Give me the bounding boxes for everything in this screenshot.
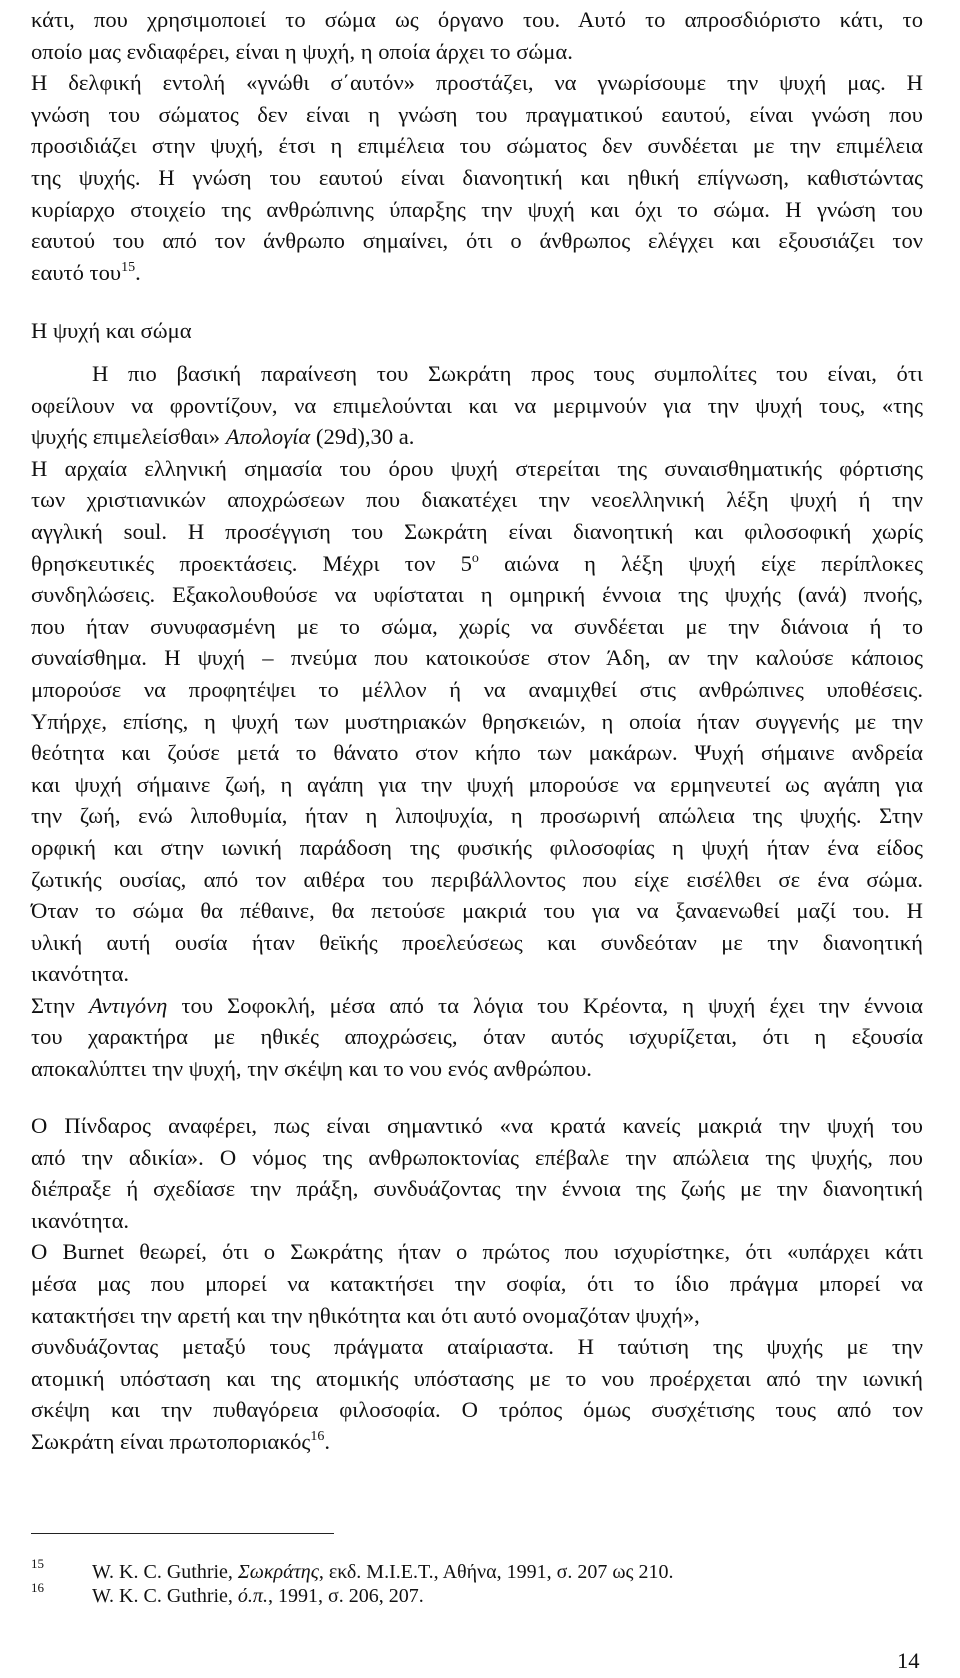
text-line: εαυτού του από τον άνθρωπο σημαίνει, ότι ο άνθρωπος ελέγχει και εξουσιάζει τον <box>31 228 923 254</box>
text-line: σκέψη και την πυθαγόρεια φιλοσοφία. Ο τρόπος όμως συσχέτισης τους από τον <box>31 1397 923 1423</box>
text-line: την ζωή, ενώ λιποθυμία, ήταν η λιποψυχία, η προσωρινή απώλεια της ψυχής. Στην <box>31 803 923 829</box>
text-line: υλική αυτή ουσία ήταν θεϊκής προελεύσεως και συνδεόταν με την διανοητική <box>31 929 923 955</box>
text-line: Υπήρχε, επίσης, η ψυχή των μυστηριακών θρησκειών, η οποία ήταν συγγενής με την <box>31 708 923 734</box>
text-line: συνδηλώσεις. Εξακολουθούσε να υφίσταται η ομηρική έννοια της ψυχής (ανά) πνοής, <box>31 582 923 608</box>
work-title-antigone: Αντιγόνη <box>88 992 168 1018</box>
text-line: ορφική και στην ιωνική παράδοση της φυσικής φιλοσοφίας η ψυχή ήταν ένα είδος <box>31 834 923 860</box>
text-line: θρησκευτικές προεκτάσεις. Μέχρι τον $5^o$ αιώνα η λέξη ψυχή είχε περίπλοκες <box>31 550 924 576</box>
text-line: αγγλική soul. Η προσέγγιση του Σωκράτη είναι διανοητική και φιλοσοφική χωρίς <box>31 518 923 544</box>
text-line: των χριστιανικών αποχρώσεων που διακατέχει την νεοελληνική λέξη ψυχή ή την <box>31 487 923 513</box>
paragraph-self-knowledge <box>31 4 923 288</box>
text-line: κατακτήσει την αρετή και την ηθικότητα και ότι αυτό ονομαζόταν ψυχή», <box>31 1302 700 1328</box>
text-line: ζωτικής ουσίας, από τον αιθέρα του περιβάλλοντος που είχε εισέλθει σε ένα σώμα. <box>31 866 923 892</box>
paragraph-soul-and-body <box>31 358 923 1085</box>
paragraph-pindar-burnet <box>31 1110 923 1458</box>
text-line: ατομική υπόσταση και της ατομικής υπόστασης με το νου προέρχεται από την ιωνική <box>31 1365 923 1391</box>
text-line: Η αρχαία ελληνική σημασία του όρου ψυχή στερείται της συναισθηματικής φόρτισης <box>31 455 923 481</box>
text-line: Ο Πίνδαρος αναφέρει, πως είναι σημαντικό «να κρατά κανείς μακριά την ψυχή του <box>31 1113 923 1138</box>
work-title-apology: Απολογία <box>225 424 311 450</box>
text-line: προσιδιάζει στην ψυχή, έτσι η επιμέλεια του σώματος δεν συνδέεται με την επιμέλεια <box>31 133 923 159</box>
text-line: συναίσθημα. Η ψυχή – πνεύμα που κατοικούσε στον Άδη, αν την καλούσε κάποιος <box>31 645 923 671</box>
text-line: Η δελφική εντολή «γνώθι σ΄αυτόν» προστάζει, να γνωρίσουμε την ψυχή μας. Η <box>31 70 923 96</box>
text-line: ικανότητα. <box>31 961 130 987</box>
footnote-ref-16[interactable]: 16 <box>310 1428 325 1444</box>
footnote-text: W. K. C. Guthrie, ό.π., 1991, σ. 206, 207. <box>92 1585 424 1607</box>
text-line: Ο Burnet θεωρεί, ότι ο Σωκράτης ήταν ο πρώτος που ισχυρίστηκε, ότι «υπάρχει κάτι <box>31 1239 923 1265</box>
footnote-number: 15 <box>31 1556 44 1571</box>
text-line: μέσα μας που μπορεί να κατακτήσει την σοφία, ότι το ίδιο πράγμα μπορεί να <box>31 1270 923 1296</box>
text-line: εαυτό του$^{15}$. <box>31 259 141 285</box>
text-line: ψυχής επιμελείσθαι» Απολογία (29d),30 a. <box>31 424 415 450</box>
footnote-ref-15[interactable]: 15 <box>121 259 136 275</box>
text-line: οφείλουν να φροντίζουν, να επιμελούνται και να μεριμνούν για την ψυχή τους, «της <box>31 392 923 418</box>
text-line: ικανότητα. <box>31 1207 130 1233</box>
text-line: του χαρακτήρα με ηθικές αποχρώσεις, όταν αυτός ισχυρίζεται, ότι η εξουσία <box>31 1024 923 1050</box>
text-line: γνώση του σώματος δεν είναι η γνώση του πραγματικού εαυτού, είναι γνώση που <box>31 101 923 127</box>
text-line: που ήταν συνυφασμένη με το σώμα, χωρίς να συνδέεται με την διάνοια ή το <box>31 613 923 639</box>
footnote-number: 16 <box>31 1580 44 1595</box>
text-line: διέπραξε ή σχεδίασε την πράξη, συνδυάζοντας την έννοια της ζωής με την διανοητική <box>31 1176 923 1202</box>
text-line: κάτι, που χρησιμοποιεί το σώμα ως όργανο του. Αυτό το απροσδιόριστο κάτι, το <box>31 7 923 32</box>
page-number: 14 <box>897 1648 920 1673</box>
text-line: αποκαλύπτει την ψυχή, την σκέψη και το νου ενός ανθρώπου. <box>31 1056 592 1082</box>
text-line: θεότητα και ζούσε μετά το θάνατο στον κήπο των μακάρων. Ψυχή σήμαινε ανδρεία <box>31 740 923 766</box>
footnote-text: W. K. C. Guthrie, Σωκράτης, εκδ. Μ.Ι.Ε.Τ., Αθήνα, 1991, σ. 207 ως 210. <box>92 1561 674 1583</box>
text-line: οποίο μας ενδιαφέρει, είναι η ψυχή, η οποία άρχει το σώμα. <box>31 38 573 64</box>
superscript: ο <box>471 550 479 566</box>
text-line: Σωκράτη είναι πρωτοποριακός$^{16}$. <box>31 1428 331 1454</box>
footnote-divider <box>31 1533 334 1534</box>
text-line: συνδυάζοντας μεταξύ τους πράγματα αταίριαστα. Η ταύτιση της ψυχής με την <box>31 1334 923 1360</box>
text-line: μπορούσε να προφητέψει το μέλλον ή να αναμιχθεί στις ανθρώπινες υποθέσεις. <box>31 676 923 702</box>
text-line: και ψυχή σήμαινε ζωή, η αγάπη για την ψυχή μπορούσε να ερμηνευτεί ως αγάπη για <box>31 771 923 797</box>
text-line: κυρίαρχο στοιχείο της ανθρώπινης ύπαρξης την ψυχή και όχι το σώμα. Η γνώση του <box>31 196 923 222</box>
text-line: από την αδικία». Ο νόμος της ανθρωποκτονίας επέβαλε την απώλεια της ψυχής, που <box>31 1144 923 1170</box>
text-line: Όταν το σώμα θα πέθαινε, θα πετούσε μακριά του για να ξαναενωθεί μαζί του. Η <box>31 898 923 924</box>
text-line: Η πιο βασική παραίνεση του Σωκράτη προς τους συμπολίτες του είναι, ότι <box>92 361 923 386</box>
text-line: Στην Αντιγόνη του Σοφοκλή, μέσα από τα λόγια του Κρέοντα, η ψυχή έχει την έννοια <box>31 992 923 1018</box>
text-line: της ψυχής. Η γνώση του εαυτού είναι διανοητική και ηθική επίγνωση, καθιστώντας <box>31 164 923 190</box>
section-heading: Η ψυχή και σώμα <box>31 318 192 343</box>
